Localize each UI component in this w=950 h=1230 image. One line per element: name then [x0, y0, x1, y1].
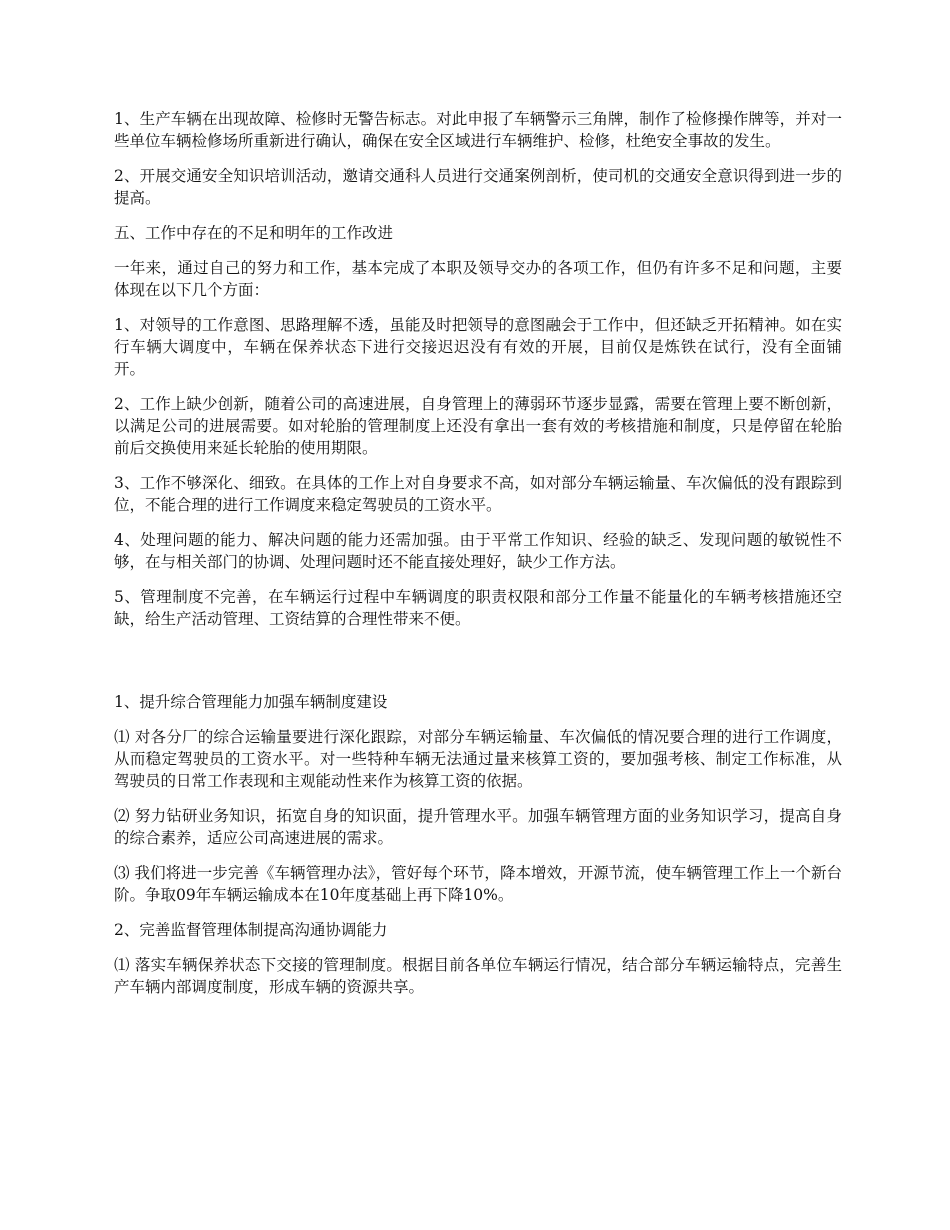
blank-spacer — [114, 643, 842, 691]
document-body — [114, 108, 842, 1011]
improvement-item: ⑵ 努力钻研业务知识，拓宽自身的知识面，提升管理水平。加强车辆管理方面的业务知识学习，提高自身的综合素养，适应公司高速进展的需求。 — [114, 807, 842, 847]
shortcoming-item: 1、对领导的工作意图、思路理解不透，虽能及时把领导的意图融会于工作中，但还缺乏开拓精神。如在实行车辆大调度中，车辆在保养状态下进行交接迟迟没有有效的开展，目前仅是炼铁在试行，没有全面铺开。 — [114, 316, 842, 378]
paragraph-intro: 一年来，通过自己的努力和工作，基本完成了本职及领导交办的各项工作，但仍有许多不足和问题，主要体现在以下几个方面： — [114, 259, 842, 299]
improvement-heading-1: 1、提升综合管理能力加强车辆制度建设 — [114, 693, 388, 711]
shortcoming-item: 3、工作不够深化、细致。在具体的工作上对自身要求不高，如对部分车辆运输量、车次偏低的没有跟踪到位，不能合理的进行工作调度来稳定驾驶员的工资水平。 — [114, 474, 842, 514]
shortcoming-item: 5、管理制度不完善，在车辆运行过程中车辆调度的职责权限和部分工作量不能量化的车辆考核措施还空缺，给生产活动管理、工资结算的合理性带来不便。 — [114, 588, 842, 628]
improvement-item: ⑴ 落实车辆保养状态下交接的管理制度。根据目前各单位车辆运行情况，结合部分车辆运输特点，完善生产车辆内部调度制度，形成车辆的资源共享。 — [114, 956, 842, 996]
improvement-item: ⑶ 我们将进一步完善《车辆管理办法》，管好每个环节，降本增效，开源节流，使车辆管理工作上一个新台阶。争取09年车辆运输成本在10年度基础上再下降10%。 — [114, 864, 842, 904]
paragraph-safety-training: 2、开展交通安全知识培训活动，邀请交通科人员进行交通案例剖析，使司机的交通安全意识得到进一步的提高。 — [114, 167, 842, 207]
improvement-item: ⑴ 对各分厂的综合运输量要进行深化跟踪，对部分车辆运输量、车次偏低的情况要合理的进行工作调度，从而稳定驾驶员的工资水平。对一些特种车辆无法通过量来核算工资的，要加强考核、制定工作标准，从驾驶员的日常工作表现和主观能动性来作为核算工资的依据。 — [114, 728, 842, 790]
improvement-heading-2: 2、完善监督管理体制提高沟通协调能力 — [114, 921, 388, 939]
shortcoming-item: 2、工作上缺少创新，随着公司的高速进展，自身管理上的薄弱环节逐步显露，需要在管理上要不断创新，以满足公司的进展需要。如对轮胎的管理制度上还没有拿出一套有效的考核措施和制度，只是停留在轮胎前后交换使用来延长轮胎的使用期限。 — [114, 395, 842, 457]
shortcoming-item: 4、处理问题的能力、解决问题的能力还需加强。由于平常工作知识、经验的缺乏、发现问题的敏锐性不够，在与相关部门的协调、处理问题时还不能直接处理好，缺少工作方法。 — [114, 531, 842, 571]
paragraph-safety-warning: 1、生产车辆在出现故障、检修时无警告标志。对此申报了车辆警示三角牌，制作了检修操作牌等，并对一些单位车辆检修场所重新进行确认，确保在安全区域进行车辆维护、检修，杜绝安全事故的发生。 — [114, 110, 842, 150]
section-heading-shortcomings: 五、工作中存在的不足和明年的工作改进 — [114, 224, 394, 242]
